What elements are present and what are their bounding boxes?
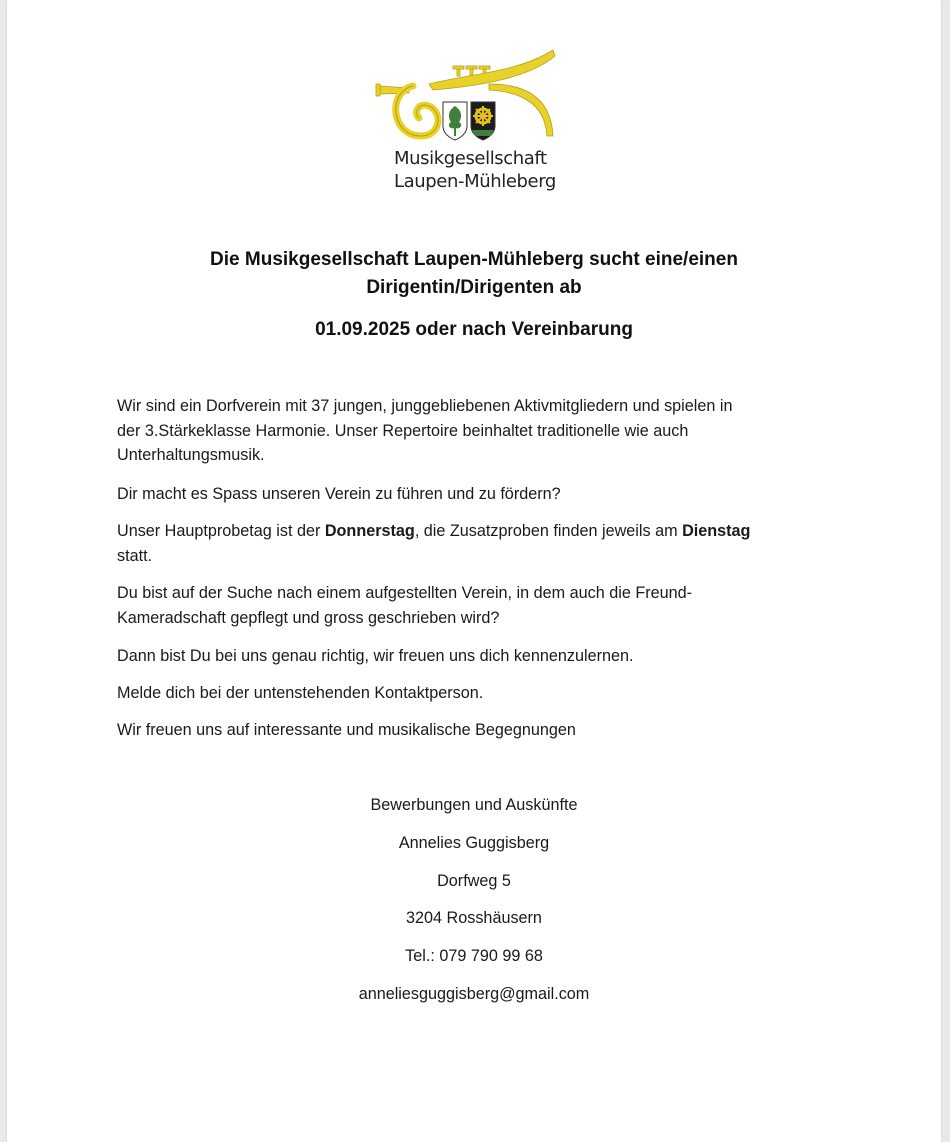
shield-muehleberg-icon [471,102,495,140]
paragraph-intro-line-3: Unterhaltungsmusik. [117,446,265,464]
job-heading [7,246,941,302]
paragraph-club-search-line-2: Kameradschaft gepflegt und gross geschrieben wird? [117,608,500,627]
rehearsal-text-1: Unser Hauptprobetag ist der [117,522,325,540]
document-page [7,0,941,1142]
heading-line-1: Die Musikgesellschaft Laupen-Mühleberg sucht eine/einen [210,249,738,270]
contact-name: Annelies Guggisberg [398,834,550,852]
start-date-heading: 01.09.2025 oder nach Vereinbarung [315,319,633,340]
logo-line-2: Laupen-Mühleberg [394,171,556,192]
contact-street: Dorfweg 5 [437,872,511,890]
paragraph-welcome: Dann bist Du bei uns genau richtig, wir freuen uns dich kennenzulernen. [117,647,634,665]
paragraph-club-search-line-1: Du bist auf der Suche nach einem aufgestellten Verein, in dem auch die Freund- [117,584,693,602]
paragraph-rehearsal-days [117,519,847,568]
club-logo-wordmark [394,147,556,193]
paragraph-rehearsal-line-1 [117,519,847,544]
horn-and-coat-of-arms-emblem [369,44,569,144]
logo-line-1: Musikgesellschaft [394,148,547,169]
shield-laupen-icon [443,102,467,140]
heading-line-2: Dirigentin/Dirigenten ab [366,277,582,298]
contact-city: 3204 Rosshäusern [406,909,542,927]
paragraph-intro-line-1: Wir sind ein Dorfverein mit 37 jungen, junggebliebenen Aktivmitgliedern und spielen in [117,397,733,415]
contact-heading: Bewerbungen und Auskünfte [370,796,578,814]
paragraph-question: Dir macht es Spass unseren Verein zu führen und zu fördern? [117,485,561,503]
paragraph-intro [117,394,847,468]
contact-email: anneliesguggisberg@gmail.com [358,985,590,1003]
contact-phone: Tel.: 079 790 99 68 [405,947,543,965]
club-logo [369,44,569,194]
rehearsal-day-main: Donnerstag [324,522,415,540]
paragraph-closing: Wir freuen uns auf interessante und musikalische Begegnungen [117,721,576,739]
paragraph-intro-line-2: der 3.Stärkeklasse Harmonie. Unser Repertoire beinhaltet traditionelle wie auch [117,421,689,440]
rehearsal-text-2: , die Zusatzproben finden jeweils am [414,522,683,540]
paragraph-contact-hint: Melde dich bei der untenstehenden Kontaktperson. [117,684,484,702]
paragraph-club-search [117,581,847,630]
paragraph-rehearsal-line-2: statt. [117,546,153,565]
rehearsal-day-extra: Dienstag [682,522,751,540]
